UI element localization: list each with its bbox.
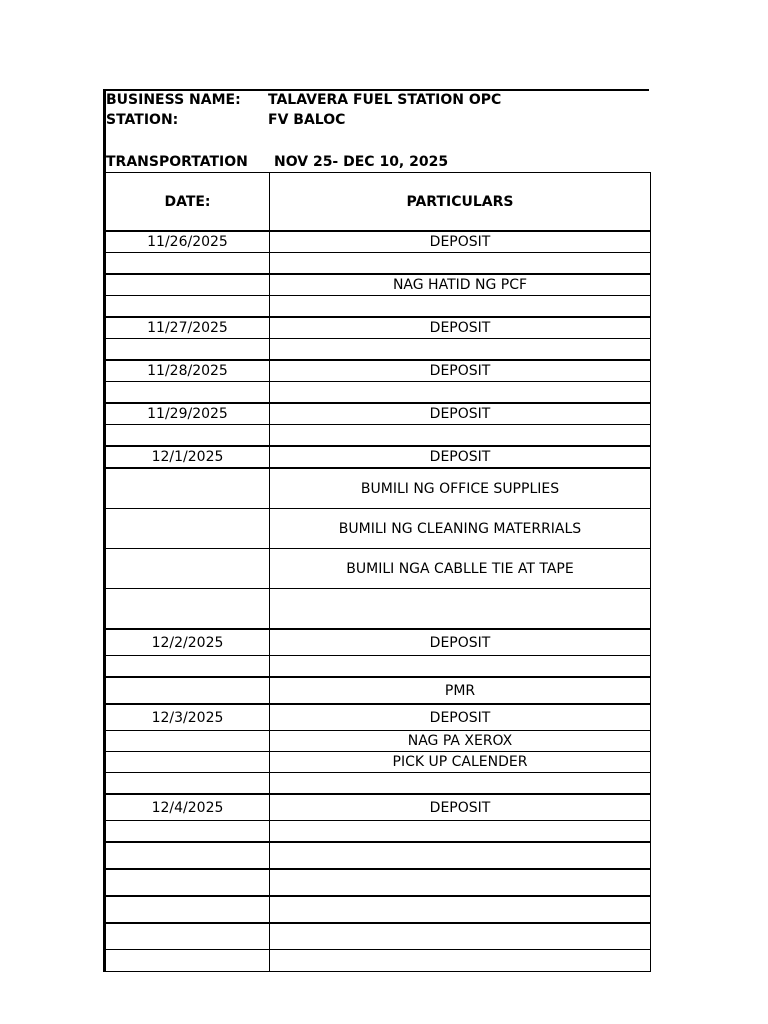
top-border <box>103 89 649 91</box>
date-cell <box>105 752 270 773</box>
table-row <box>105 731 651 752</box>
particulars-cell: DEPOSIT <box>270 794 651 821</box>
date-cell <box>105 589 270 630</box>
table-row <box>105 231 651 253</box>
table-row <box>105 896 651 923</box>
table-row <box>105 677 651 704</box>
date-cell: 12/1/2025 <box>105 446 270 468</box>
table-header-row <box>105 173 651 232</box>
particulars-cell <box>270 842 651 869</box>
particulars-cell: PICK UP CALENDER <box>270 752 651 773</box>
table-row <box>105 869 651 896</box>
date-cell <box>105 656 270 678</box>
table-row <box>105 274 651 296</box>
table-row <box>105 382 651 404</box>
particulars-cell <box>270 773 651 795</box>
date-cell <box>105 950 270 972</box>
particulars-cell: PMR <box>270 677 651 704</box>
particulars-cell: DEPOSIT <box>270 231 651 253</box>
business-label: BUSINESS NAME: <box>106 92 241 108</box>
particulars-cell: DEPOSIT <box>270 446 651 468</box>
particulars-cell: DEPOSIT <box>270 403 651 425</box>
date-cell: 11/27/2025 <box>105 317 270 339</box>
date-cell <box>105 923 270 950</box>
table-row <box>105 317 651 339</box>
date-cell <box>105 425 270 447</box>
date-cell: 12/3/2025 <box>105 704 270 731</box>
date-cell <box>105 677 270 704</box>
particulars-cell <box>270 296 651 318</box>
period: NOV 25- DEC 10, 2025 <box>274 154 449 170</box>
particulars-cell <box>270 950 651 972</box>
date-cell <box>105 842 270 869</box>
particulars-cell <box>270 869 651 896</box>
table-row <box>105 704 651 731</box>
column-header-date: DATE: <box>105 173 270 232</box>
table-row <box>105 923 651 950</box>
date-cell: 11/29/2025 <box>105 403 270 425</box>
table-row <box>105 360 651 382</box>
table-row <box>105 403 651 425</box>
particulars-cell: BUMILI NG OFFICE SUPPLIES <box>270 468 651 509</box>
table-row <box>105 509 651 549</box>
table-row <box>105 468 651 509</box>
date-cell: 12/4/2025 <box>105 794 270 821</box>
table-row <box>105 656 651 678</box>
date-cell: 11/26/2025 <box>105 231 270 253</box>
date-cell <box>105 274 270 296</box>
table-row <box>105 773 651 795</box>
column-header-particulars: PARTICULARS <box>270 173 651 232</box>
particulars-cell: DEPOSIT <box>270 629 651 656</box>
date-cell <box>105 821 270 843</box>
table-row <box>105 296 651 318</box>
date-cell <box>105 382 270 404</box>
table-row <box>105 794 651 821</box>
date-cell <box>105 896 270 923</box>
table-row <box>105 425 651 447</box>
table-row <box>105 629 651 656</box>
date-cell <box>105 468 270 509</box>
particulars-cell <box>270 425 651 447</box>
table-row <box>105 253 651 275</box>
particulars-cell: NAG HATID NG PCF <box>270 274 651 296</box>
particulars-cell: DEPOSIT <box>270 360 651 382</box>
particulars-cell <box>270 923 651 950</box>
table-row <box>105 549 651 589</box>
particulars-cell <box>270 821 651 843</box>
date-cell <box>105 549 270 589</box>
particulars-cell <box>270 589 651 630</box>
station-name: FV BALOC <box>268 112 346 128</box>
table-row <box>105 950 651 972</box>
date-cell: 11/28/2025 <box>105 360 270 382</box>
particulars-cell <box>270 656 651 678</box>
table-row <box>105 752 651 773</box>
particulars-cell <box>270 339 651 361</box>
station-label: STATION: <box>106 112 179 128</box>
table-row <box>105 842 651 869</box>
particulars-cell: DEPOSIT <box>270 704 651 731</box>
date-cell <box>105 869 270 896</box>
particulars-cell: BUMILI NGA CABLLE TIE AT TAPE <box>270 549 651 589</box>
table-row <box>105 339 651 361</box>
date-cell <box>105 731 270 752</box>
date-cell <box>105 296 270 318</box>
business-name: TALAVERA FUEL STATION OPC <box>268 92 502 108</box>
date-cell: 12/2/2025 <box>105 629 270 656</box>
section-label: TRANSPORTATION <box>106 154 248 170</box>
date-cell <box>105 339 270 361</box>
particulars-cell <box>270 382 651 404</box>
table-row <box>105 589 651 630</box>
transport-table <box>103 172 651 972</box>
table-row <box>105 821 651 843</box>
table-row <box>105 446 651 468</box>
date-cell <box>105 773 270 795</box>
particulars-cell: BUMILI NG CLEANING MATERRIALS <box>270 509 651 549</box>
particulars-cell: DEPOSIT <box>270 317 651 339</box>
date-cell <box>105 509 270 549</box>
particulars-cell <box>270 896 651 923</box>
particulars-cell: NAG PA XEROX <box>270 731 651 752</box>
particulars-cell <box>270 253 651 275</box>
date-cell <box>105 253 270 275</box>
